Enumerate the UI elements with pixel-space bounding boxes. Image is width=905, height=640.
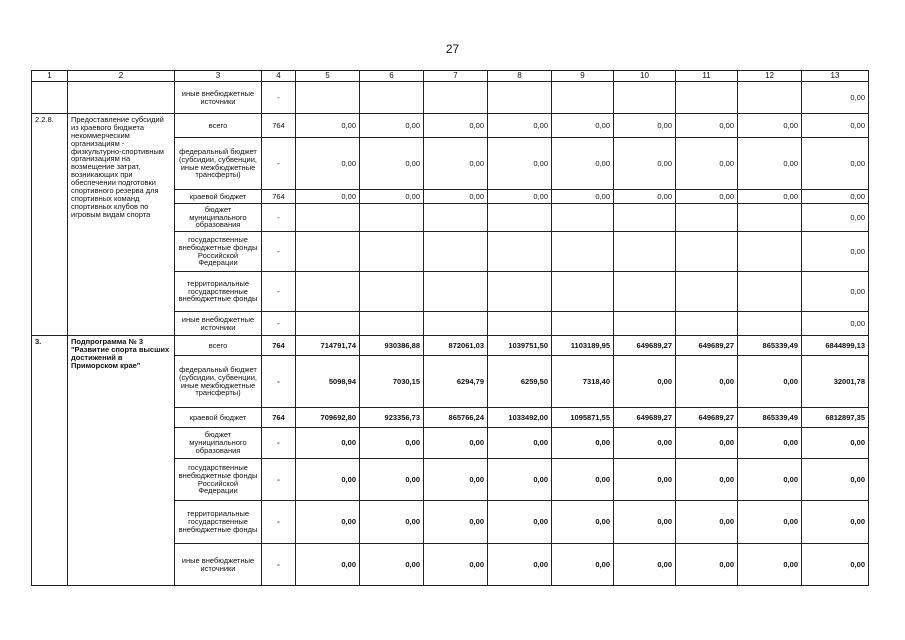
- value-cell: 865339,49: [738, 336, 802, 356]
- section-title: Предоставление субсидий из краевого бюджета некоммерческим организациям - физкультурно-спортивным организациям на возмещение затрат, возникающих при обеспечении подготовки спортивного резерва для спортивных команд спортивных клубов по игровым видам спорта: [68, 114, 175, 336]
- value-cell: [738, 232, 802, 272]
- value-cell: [614, 204, 676, 232]
- funding-source: иные внебюджетные источники: [175, 544, 262, 586]
- value-cell: 0,00: [488, 459, 552, 501]
- header-cell: 7: [424, 71, 488, 82]
- value-cell: 930386,88: [360, 336, 424, 356]
- funding-source: бюджет муниципального образования: [175, 428, 262, 459]
- code-cell: -: [262, 272, 296, 312]
- value-cell: 0,00: [552, 190, 614, 204]
- code-cell: -: [262, 82, 296, 114]
- funding-source: государственные внебюджетные фонды Российской Федерации: [175, 459, 262, 501]
- table-row: [32, 114, 869, 138]
- value-cell: [488, 312, 552, 336]
- header-cell: 13: [802, 71, 869, 82]
- value-cell: 0,00: [676, 459, 738, 501]
- section-title: Подпрограмма № 3 "Развитие спорта высших достижений в Приморском крае": [68, 336, 175, 586]
- value-cell: 1039751,50: [488, 336, 552, 356]
- value-cell: 0,00: [424, 459, 488, 501]
- value-cell: 0,00: [738, 501, 802, 544]
- value-cell: 0,00: [614, 459, 676, 501]
- value-cell: 0,00: [802, 544, 869, 586]
- value-cell: 0,00: [802, 204, 869, 232]
- value-cell: [614, 82, 676, 114]
- header-cell: 3: [175, 71, 262, 82]
- value-cell: 0,00: [738, 428, 802, 459]
- value-cell: 0,00: [802, 312, 869, 336]
- value-cell: [488, 272, 552, 312]
- value-cell: [296, 232, 360, 272]
- value-cell: 0,00: [614, 501, 676, 544]
- value-cell: 0,00: [738, 138, 802, 190]
- code-cell: 764: [262, 114, 296, 138]
- value-cell: 0,00: [552, 544, 614, 586]
- value-cell: 0,00: [802, 232, 869, 272]
- value-cell: [738, 204, 802, 232]
- value-cell: 5098,94: [296, 356, 360, 408]
- code-cell: 764: [262, 336, 296, 356]
- funding-source: всего: [175, 114, 262, 138]
- value-cell: [424, 312, 488, 336]
- value-cell: [676, 312, 738, 336]
- value-cell: 0,00: [360, 138, 424, 190]
- budget-table: [31, 70, 869, 586]
- value-cell: [614, 312, 676, 336]
- value-cell: [614, 232, 676, 272]
- funding-source: всего: [175, 336, 262, 356]
- header-cell: 1: [32, 71, 68, 82]
- funding-source: территориальные государственные внебюджетные фонды: [175, 501, 262, 544]
- empty-cell: [68, 82, 175, 114]
- value-cell: 0,00: [552, 114, 614, 138]
- empty-cell: [32, 82, 68, 114]
- header-cell: 12: [738, 71, 802, 82]
- value-cell: 0,00: [802, 428, 869, 459]
- value-cell: 0,00: [614, 138, 676, 190]
- value-cell: [296, 272, 360, 312]
- table-row: [32, 336, 869, 356]
- value-cell: [676, 204, 738, 232]
- value-cell: [552, 272, 614, 312]
- value-cell: 0,00: [552, 459, 614, 501]
- value-cell: 0,00: [614, 356, 676, 408]
- value-cell: 865339,49: [738, 408, 802, 428]
- code-cell: 764: [262, 190, 296, 204]
- code-cell: -: [262, 459, 296, 501]
- code-cell: -: [262, 356, 296, 408]
- code-cell: -: [262, 204, 296, 232]
- value-cell: [738, 312, 802, 336]
- value-cell: 649689,27: [676, 408, 738, 428]
- code-cell: -: [262, 232, 296, 272]
- value-cell: 0,00: [738, 190, 802, 204]
- value-cell: 865766,24: [424, 408, 488, 428]
- funding-source: иные внебюджетные источники: [175, 82, 262, 114]
- value-cell: 872061,03: [424, 336, 488, 356]
- value-cell: 0,00: [802, 82, 869, 114]
- value-cell: [424, 272, 488, 312]
- code-cell: -: [262, 138, 296, 190]
- value-cell: 0,00: [676, 356, 738, 408]
- value-cell: 0,00: [360, 190, 424, 204]
- funding-source: территориальные государственные внебюджетные фонды: [175, 272, 262, 312]
- header-cell: 4: [262, 71, 296, 82]
- value-cell: 0,00: [552, 138, 614, 190]
- value-cell: 1033492,00: [488, 408, 552, 428]
- value-cell: 0,00: [552, 428, 614, 459]
- value-cell: 0,00: [488, 138, 552, 190]
- value-cell: 923356,73: [360, 408, 424, 428]
- value-cell: 0,00: [296, 190, 360, 204]
- value-cell: 0,00: [676, 501, 738, 544]
- value-cell: 0,00: [488, 501, 552, 544]
- value-cell: 0,00: [424, 501, 488, 544]
- value-cell: [676, 232, 738, 272]
- value-cell: 0,00: [676, 544, 738, 586]
- value-cell: 0,00: [802, 138, 869, 190]
- value-cell: 0,00: [738, 459, 802, 501]
- value-cell: 0,00: [614, 544, 676, 586]
- value-cell: 0,00: [488, 190, 552, 204]
- value-cell: [488, 232, 552, 272]
- value-cell: 714791,74: [296, 336, 360, 356]
- section-number: 2.2.8.: [32, 114, 68, 336]
- value-cell: 0,00: [614, 114, 676, 138]
- value-cell: [552, 312, 614, 336]
- value-cell: [488, 82, 552, 114]
- value-cell: 0,00: [738, 356, 802, 408]
- value-cell: 0,00: [802, 459, 869, 501]
- value-cell: [552, 232, 614, 272]
- value-cell: 6812897,35: [802, 408, 869, 428]
- value-cell: 0,00: [676, 138, 738, 190]
- value-cell: [296, 82, 360, 114]
- value-cell: [738, 82, 802, 114]
- value-cell: [424, 232, 488, 272]
- header-cell: 11: [676, 71, 738, 82]
- value-cell: [676, 82, 738, 114]
- value-cell: 0,00: [802, 272, 869, 312]
- value-cell: 0,00: [424, 138, 488, 190]
- value-cell: 0,00: [424, 428, 488, 459]
- value-cell: 0,00: [424, 544, 488, 586]
- value-cell: [360, 82, 424, 114]
- funding-source: федеральный бюджет (субсидии, субвенции, иные межбюджетные трансферты): [175, 356, 262, 408]
- value-cell: 1095871,55: [552, 408, 614, 428]
- value-cell: 0,00: [676, 190, 738, 204]
- header-cell: 2: [68, 71, 175, 82]
- value-cell: [552, 204, 614, 232]
- value-cell: 0,00: [488, 428, 552, 459]
- value-cell: 0,00: [360, 459, 424, 501]
- value-cell: [360, 312, 424, 336]
- code-cell: -: [262, 544, 296, 586]
- code-cell: -: [262, 312, 296, 336]
- value-cell: 0,00: [802, 114, 869, 138]
- value-cell: [614, 272, 676, 312]
- value-cell: 649689,27: [614, 408, 676, 428]
- header-cell: 6: [360, 71, 424, 82]
- value-cell: [488, 204, 552, 232]
- value-cell: 0,00: [676, 428, 738, 459]
- value-cell: 0,00: [296, 428, 360, 459]
- header-row: [32, 71, 869, 82]
- value-cell: 0,00: [488, 114, 552, 138]
- code-cell: -: [262, 428, 296, 459]
- value-cell: 0,00: [488, 544, 552, 586]
- value-cell: 6259,50: [488, 356, 552, 408]
- value-cell: 0,00: [296, 501, 360, 544]
- value-cell: 6844899,13: [802, 336, 869, 356]
- value-cell: [424, 204, 488, 232]
- value-cell: [424, 82, 488, 114]
- value-cell: 0,00: [738, 544, 802, 586]
- value-cell: [296, 204, 360, 232]
- header-cell: 5: [296, 71, 360, 82]
- funding-source: государственные внебюджетные фонды Российской Федерации: [175, 232, 262, 272]
- value-cell: 649689,27: [614, 336, 676, 356]
- value-cell: 709692,80: [296, 408, 360, 428]
- value-cell: 0,00: [360, 501, 424, 544]
- value-cell: 0,00: [360, 544, 424, 586]
- value-cell: 0,00: [296, 544, 360, 586]
- value-cell: 0,00: [614, 190, 676, 204]
- value-cell: 0,00: [802, 501, 869, 544]
- funding-source: бюджет муниципального образования: [175, 204, 262, 232]
- value-cell: 6294,79: [424, 356, 488, 408]
- value-cell: 0,00: [360, 428, 424, 459]
- value-cell: 0,00: [676, 114, 738, 138]
- funding-source: краевой бюджет: [175, 190, 262, 204]
- value-cell: 0,00: [424, 190, 488, 204]
- value-cell: [360, 272, 424, 312]
- value-cell: 0,00: [360, 114, 424, 138]
- value-cell: 0,00: [296, 114, 360, 138]
- value-cell: [676, 272, 738, 312]
- funding-source: краевой бюджет: [175, 408, 262, 428]
- value-cell: 0,00: [296, 138, 360, 190]
- code-cell: 764: [262, 408, 296, 428]
- value-cell: [360, 232, 424, 272]
- value-cell: 1103189,95: [552, 336, 614, 356]
- value-cell: 7030,15: [360, 356, 424, 408]
- table-row: [32, 82, 869, 114]
- header-cell: 9: [552, 71, 614, 82]
- value-cell: 0,00: [802, 190, 869, 204]
- funding-source: иные внебюджетные источники: [175, 312, 262, 336]
- value-cell: 0,00: [424, 114, 488, 138]
- value-cell: 0,00: [296, 459, 360, 501]
- value-cell: 0,00: [738, 114, 802, 138]
- section-number: 3.: [32, 336, 68, 586]
- value-cell: 649689,27: [676, 336, 738, 356]
- value-cell: [296, 312, 360, 336]
- code-cell: -: [262, 501, 296, 544]
- value-cell: 0,00: [552, 501, 614, 544]
- value-cell: [738, 272, 802, 312]
- header-cell: 8: [488, 71, 552, 82]
- value-cell: [552, 82, 614, 114]
- funding-source: федеральный бюджет (субсидии, субвенции, иные межбюджетные трансферты): [175, 138, 262, 190]
- value-cell: [360, 204, 424, 232]
- value-cell: 32001,78: [802, 356, 869, 408]
- value-cell: 0,00: [614, 428, 676, 459]
- header-cell: 10: [614, 71, 676, 82]
- value-cell: 7318,40: [552, 356, 614, 408]
- page-number: 27: [445, 42, 460, 56]
